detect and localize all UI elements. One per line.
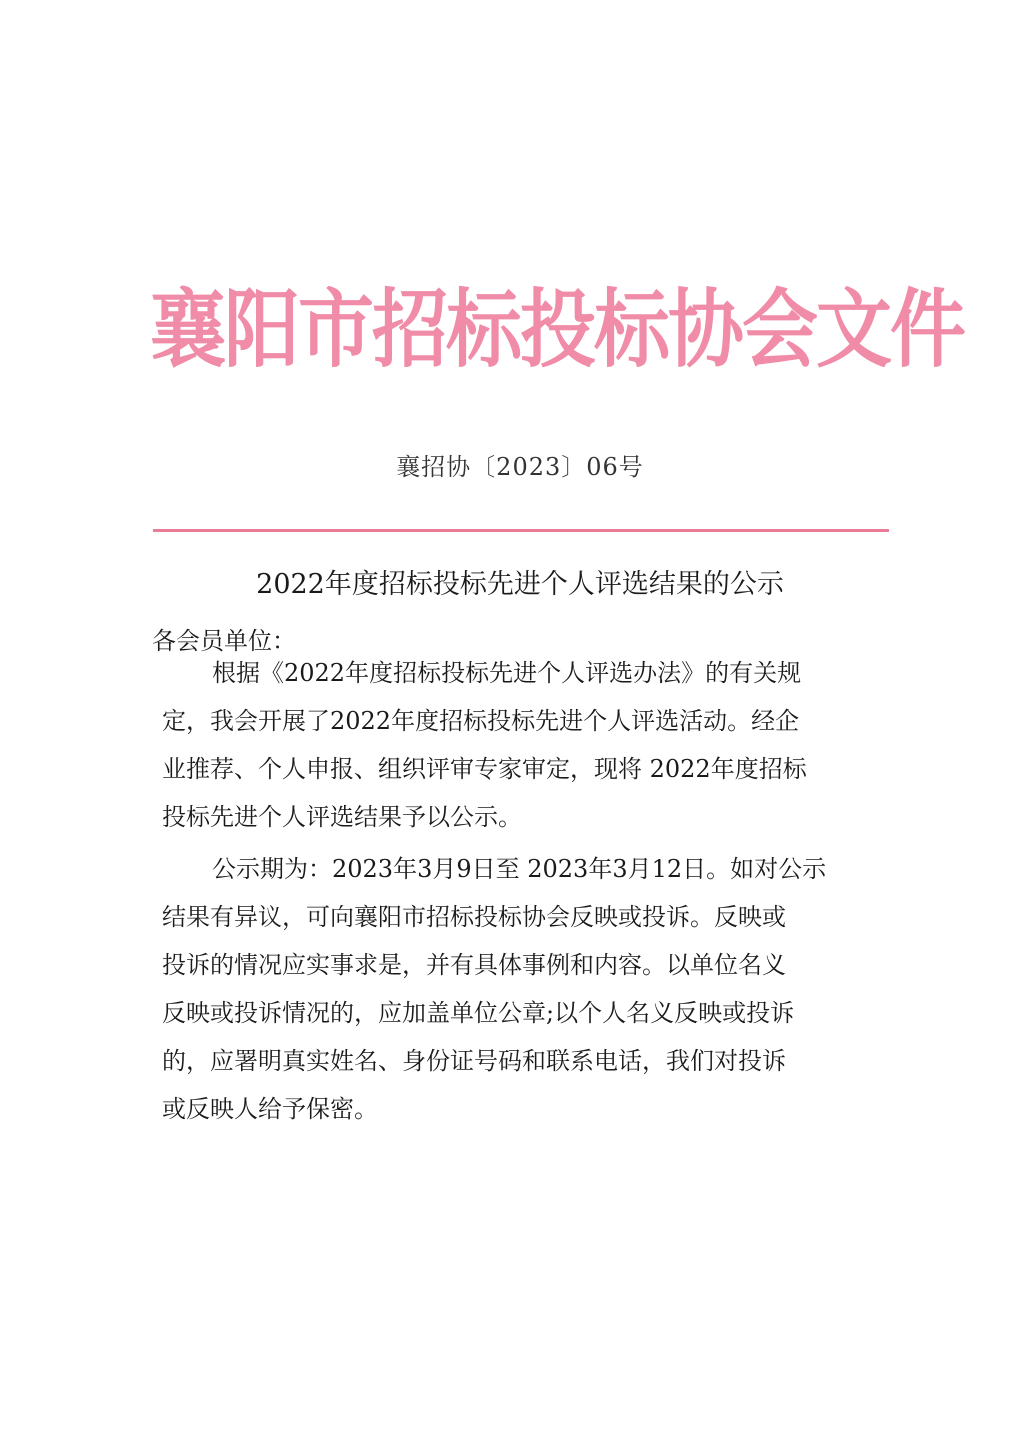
paragraph-1-line-3: 业推荐、个人申报、组织评审专家审定，现将 2022年度招标 bbox=[162, 755, 807, 783]
organization-header: 襄阳市招标投标协会文件 bbox=[150, 279, 964, 380]
header-divider bbox=[153, 529, 889, 532]
paragraph-2-line-4: 反映或投诉情况的，应加盖单位公章;以个人名义反映或投诉 bbox=[162, 999, 795, 1027]
document-title: 2022年度招标投标先进个人评选结果的公示 bbox=[256, 569, 784, 600]
document-number: 襄招协〔2023〕06号 bbox=[396, 453, 644, 481]
paragraph-2-line-3: 投诉的情况应实事求是，并有具体事例和内容。以单位名义 bbox=[162, 951, 786, 979]
paragraph-1-line-1: 根据《2022年度招标投标先进个人评选办法》的有关规 bbox=[212, 659, 802, 687]
salutation: 各会员单位： bbox=[152, 627, 296, 655]
paragraph-2-line-1: 公示期为：2023年3月9日至 2023年3月12日。如对公示 bbox=[212, 855, 827, 883]
paragraph-1-line-2: 定，我会开展了2022年度招标投标先进个人评选活动。经企 bbox=[162, 707, 800, 735]
paragraph-1-line-4: 投标先进个人评选结果予以公示。 bbox=[162, 803, 522, 831]
paragraph-2-line-2: 结果有异议，可向襄阳市招标投标协会反映或投诉。反映或 bbox=[162, 903, 786, 931]
paragraph-2-line-6: 或反映人给予保密。 bbox=[162, 1095, 378, 1123]
paragraph-2-line-5: 的，应署明真实姓名、身份证号码和联系电话，我们对投诉 bbox=[162, 1047, 786, 1075]
